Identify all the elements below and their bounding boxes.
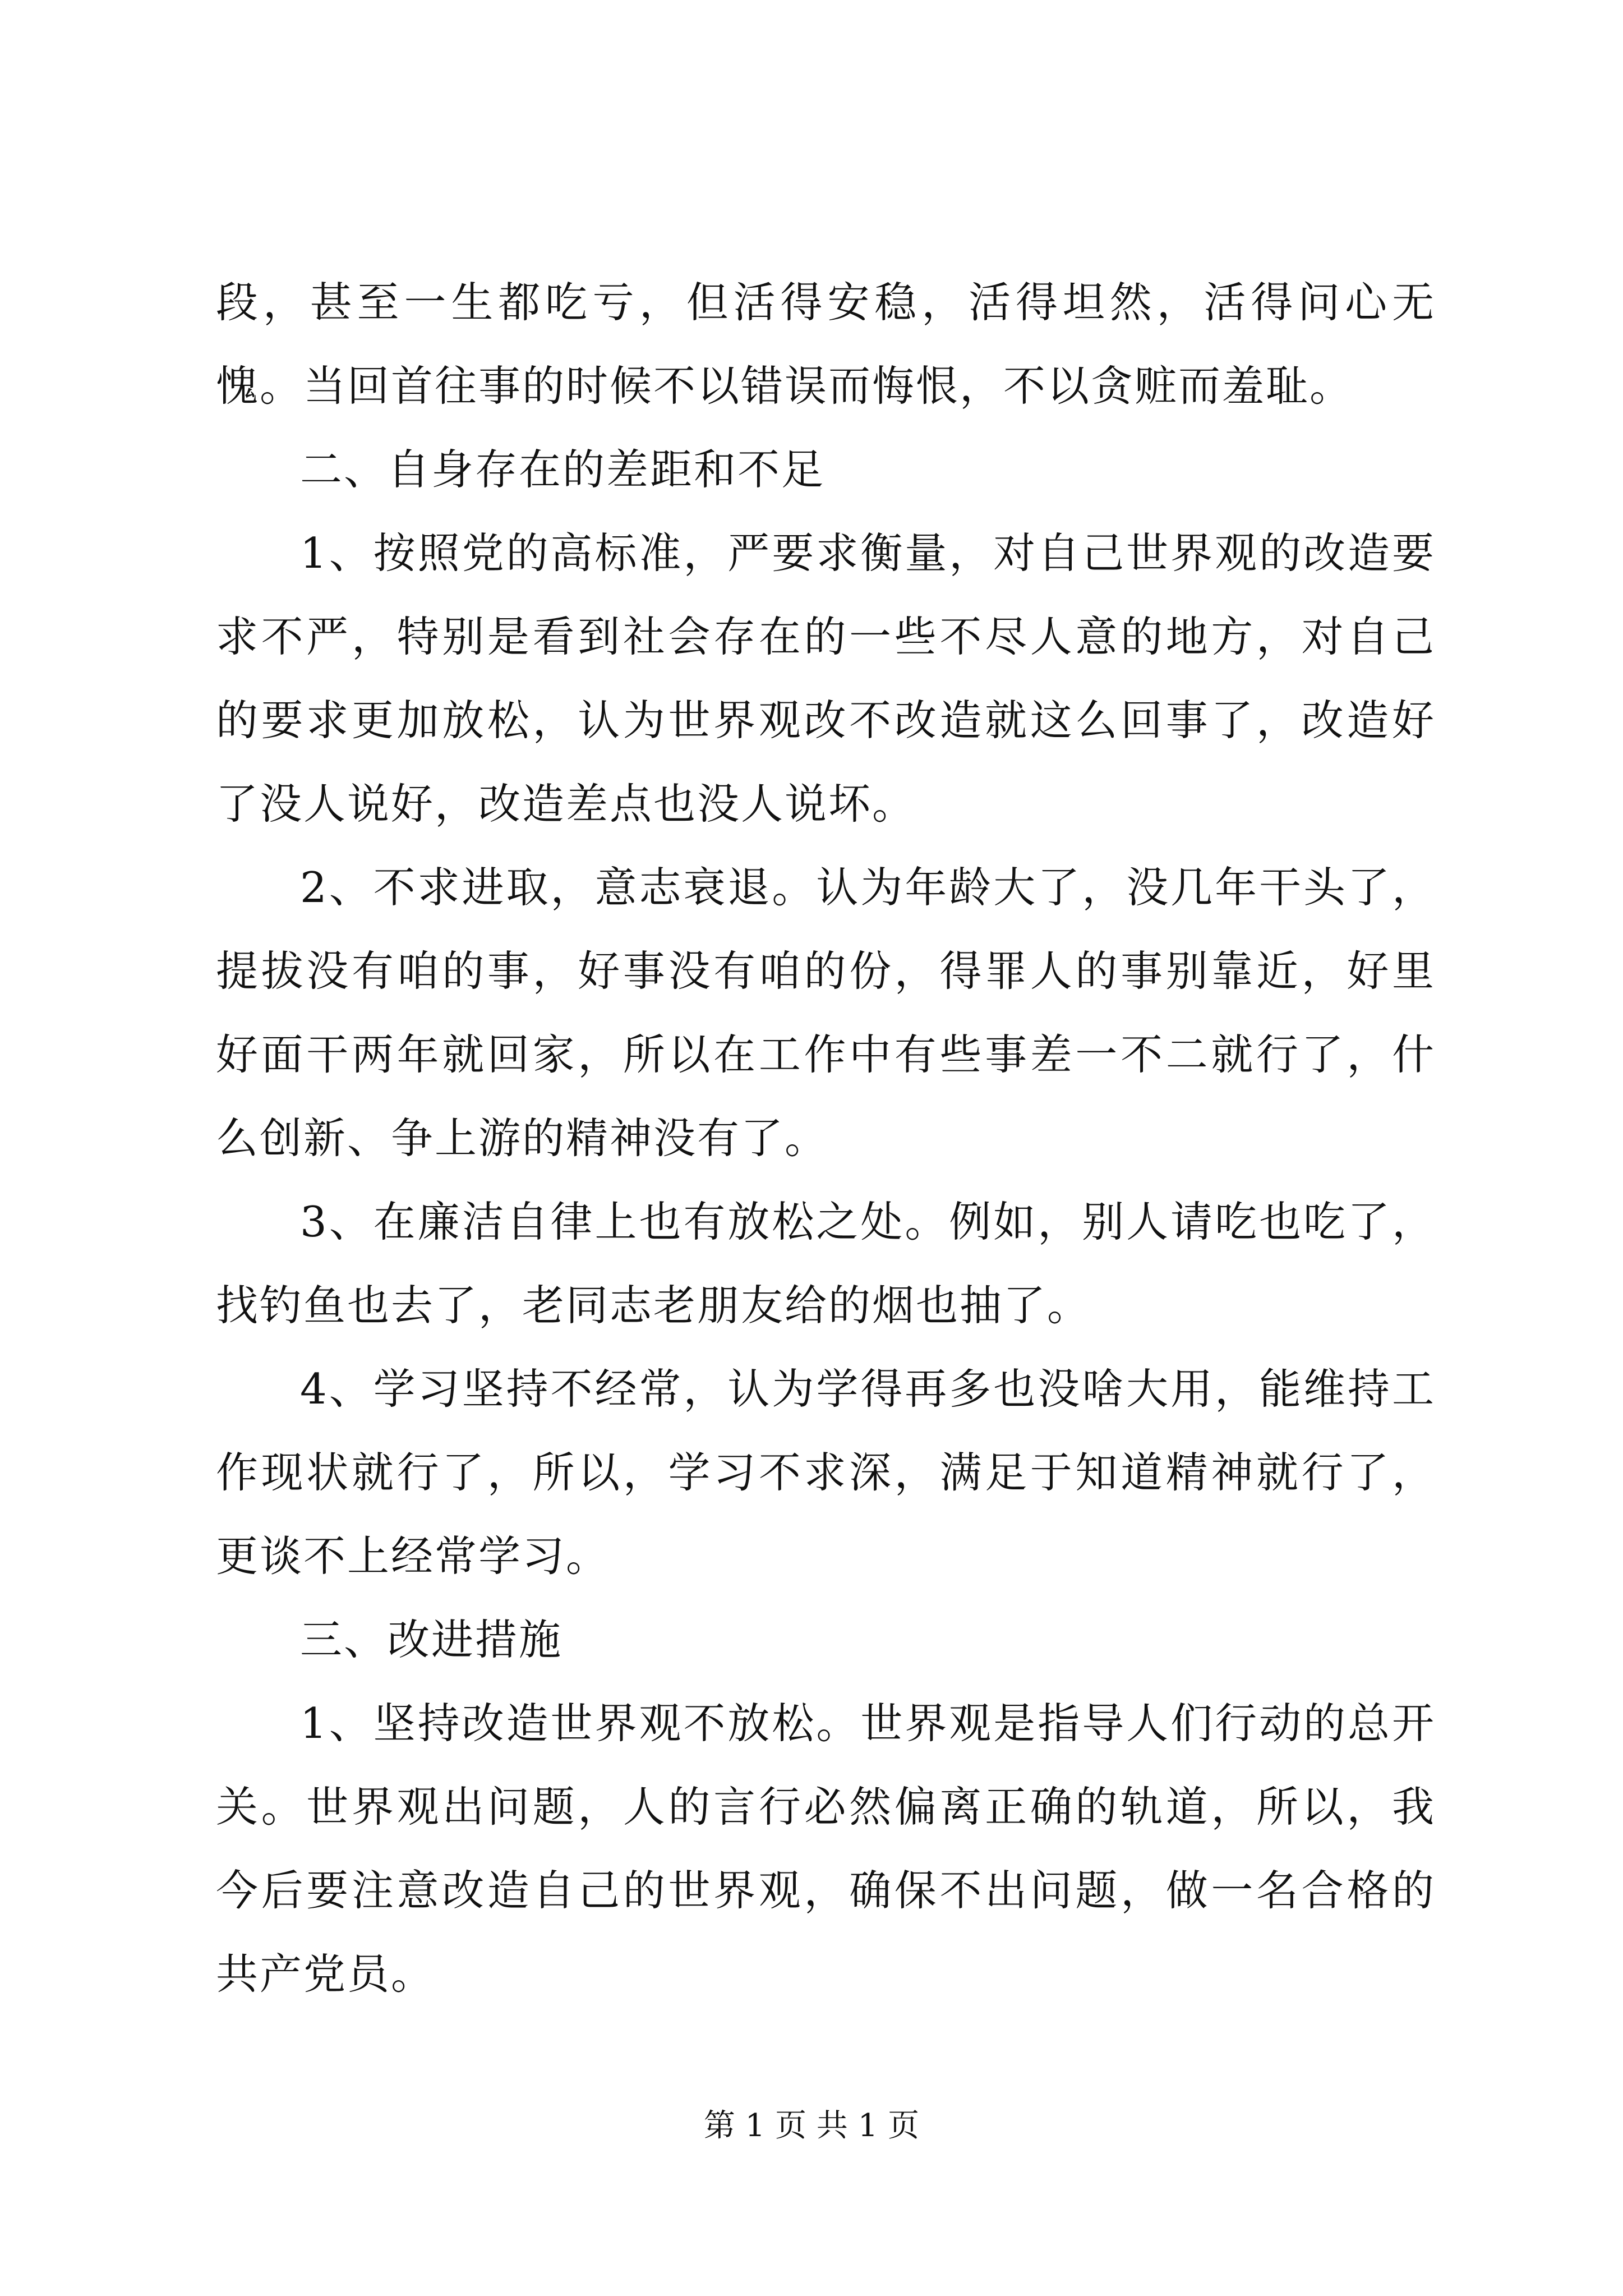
paragraph-item-1: 1、按照党的高标准，严要求衡量，对自己世界观的改造要求不严，特别是看到社会存在的一些不尽人意的地方，对自己的要求更加放松，认为世界观改不改造就这么回事了，改造好了没人说好，改造差点也没人说坏。 <box>216 528 1436 829</box>
paragraph-measure-1: 1、坚持改造世界观不放松。世界观是指导人们行动的总开关。世界观出问题，人的言行必然偏离正确的轨道，所以，我今后要注意改造自己的世界观，确保不出问题，做一名合格的共产党员。 <box>216 1699 1436 1999</box>
page-footer: 第 1 页 共 1 页 <box>703 2108 920 2144</box>
paragraph-item-4: 4、学习坚持不经常，认为学得再多也没啥大用，能维持工作现状就行了，所以，学习不求深，满足于知道精神就行了，更谈不上经常学习。 <box>216 1364 1436 1581</box>
section-heading-shortcomings: 二、自身存在的差距和不足 <box>300 445 826 494</box>
paragraph-item-2: 2、不求进取，意志衰退。认为年龄大了，没几年干头了，提拔没有咱的事，好事没有咱的份，得罪人的事别靠近，好里好面干两年就回家，所以在工作中有些事差一不二就行了，什么创新、争上游的精神没有了。 <box>216 863 1436 1163</box>
paragraph-continuation: 段，甚至一生都吃亏，但活得安稳，活得坦然，活得问心无愧。当回首往事的时候不以错误而悔恨，不以贪赃而羞耻。 <box>216 278 1436 411</box>
paragraph-item-3: 3、在廉洁自律上也有放松之处。例如，别人请吃也吃了，找钓鱼也去了，老同志老朋友给的烟也抽了。 <box>216 1197 1436 1330</box>
section-heading-measures: 三、改进措施 <box>300 1615 563 1664</box>
document-body <box>216 261 1436 2016</box>
